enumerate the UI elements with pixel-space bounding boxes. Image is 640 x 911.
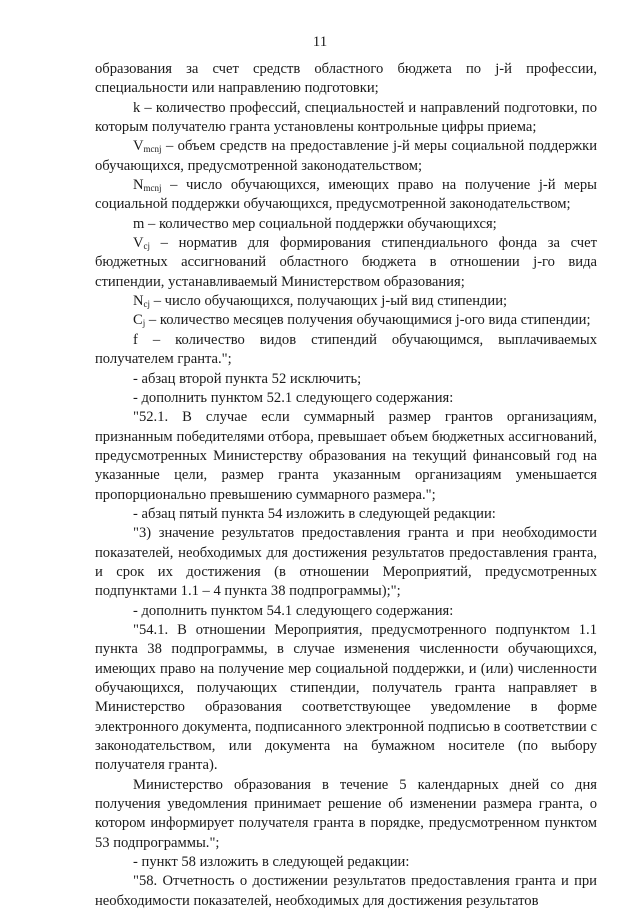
- symbol-n: N: [133, 293, 144, 310]
- subscript-cj: cj: [143, 241, 151, 252]
- paragraph-10: - абзац второй пункта 52 исключить;: [133, 370, 362, 387]
- paragraph-11: - дополнить пунктом 52.1 следующего содержания:: [133, 389, 454, 406]
- subscript-mcnj: mcnj: [143, 183, 162, 194]
- paragraph-9: f – количество видов стипендий обучающимся, выплачиваемых получателем гранта.";: [95, 331, 597, 368]
- definition-text: – количество месяцев получения обучающимися j-ого вида стипендии;: [145, 312, 591, 329]
- paragraph-12: "52.1. В случае если суммарный размер грантов организациям, признанным победителями отбора, превышает объем бюджетных ассигнований, предусмотренных Министерству образования на текущий финансовый год на указанные цели, размер гранта указанным организациям уменьшается пропорционально превышению суммарного размера.";: [95, 409, 597, 503]
- paragraph-5: m – количество мер социальной поддержки обучающихся;: [133, 215, 497, 232]
- paragraph-13: - абзац пятый пункта 54 изложить в следующей редакции:: [133, 505, 496, 522]
- paragraph-17: Министерство образования в течение 5 календарных дней со дня получения уведомления принимает решение об изменении размера гранта, о котором информирует получателя гранта в порядке, предусмотренном пунктом 53 подпрограммы.";: [95, 776, 597, 851]
- document-body: [95, 60, 597, 911]
- definition-text: – объем средств на предоставление j-й меры социальной поддержки обучающихся, предусмотренной законодательством;: [95, 138, 597, 174]
- definition-text: – число обучающихся, имеющих право на получение j-й меры социальной поддержки обучающихся, предусмотренной законодательством;: [95, 177, 597, 213]
- paragraph-16: "54.1. В отношении Мероприятия, предусмотренного подпунктом 1.1 пункта 38 подпрограммы, в случае изменения численности обучающихся, имеющих право на получение мер социальной поддержки, и (или) численности обучающихся, получающих стипендии, получатель гранта направляет в Министерство образования соответствующее уведомление в форме электронного документа, подписанного электронной подписью в соответствии с законодательством, или документа на бумажном носителе (по выбору получателя гранта).: [95, 621, 597, 774]
- paragraph-14: "3) значение результатов предоставления гранта и при необходимости показателей, необходимых для достижения результатов предоставления гранта, и срок их достижения (в отношении Мероприятий, предусмотренных подпунктами 1.1 – 4 пункта 38 подпрограммы);";: [95, 525, 597, 600]
- symbol-v: V: [133, 235, 144, 252]
- definition-text: – число обучающихся, получающих j-ый вид стипендии;: [150, 293, 508, 310]
- symbol-n: N: [133, 177, 144, 194]
- subscript-mcnj: mcnj: [143, 144, 162, 155]
- symbol-v: V: [133, 138, 144, 155]
- paragraph-3-v-mcnj: [95, 137, 597, 176]
- symbol-c: C: [133, 312, 143, 329]
- paragraph-2: k – количество профессий, специальностей и направлений подготовки, по которым получателю гранта установлены контрольные цифры приема;: [95, 99, 597, 136]
- paragraph-1: образования за счет средств областного бюджета по j-й профессии, специальности или направлению подготовки;: [95, 61, 597, 97]
- page-number: 11: [312, 34, 328, 50]
- paragraph-8-c-j: [95, 311, 597, 330]
- paragraph-15: - дополнить пунктом 54.1 следующего содержания:: [133, 602, 454, 619]
- definition-text: – норматив для формирования стипендиального фонда за счет бюджетных ассигнований областного бюджета в отношении j-го вида стипендии, устанавливаемый Министерством образования;: [95, 235, 597, 290]
- paragraph-19: "58. Отчетность о достижении результатов предоставления гранта и при необходимости показателей, необходимых для достижения результатов: [95, 873, 597, 909]
- paragraph-4-n-mcnj: [95, 176, 597, 215]
- subscript-cj: cj: [143, 299, 151, 310]
- subscript-j: j: [142, 318, 146, 329]
- paragraph-18: - пункт 58 изложить в следующей редакции:: [133, 854, 410, 871]
- paragraph-6-v-cj: [95, 234, 597, 292]
- paragraph-7-n-cj: [95, 292, 597, 311]
